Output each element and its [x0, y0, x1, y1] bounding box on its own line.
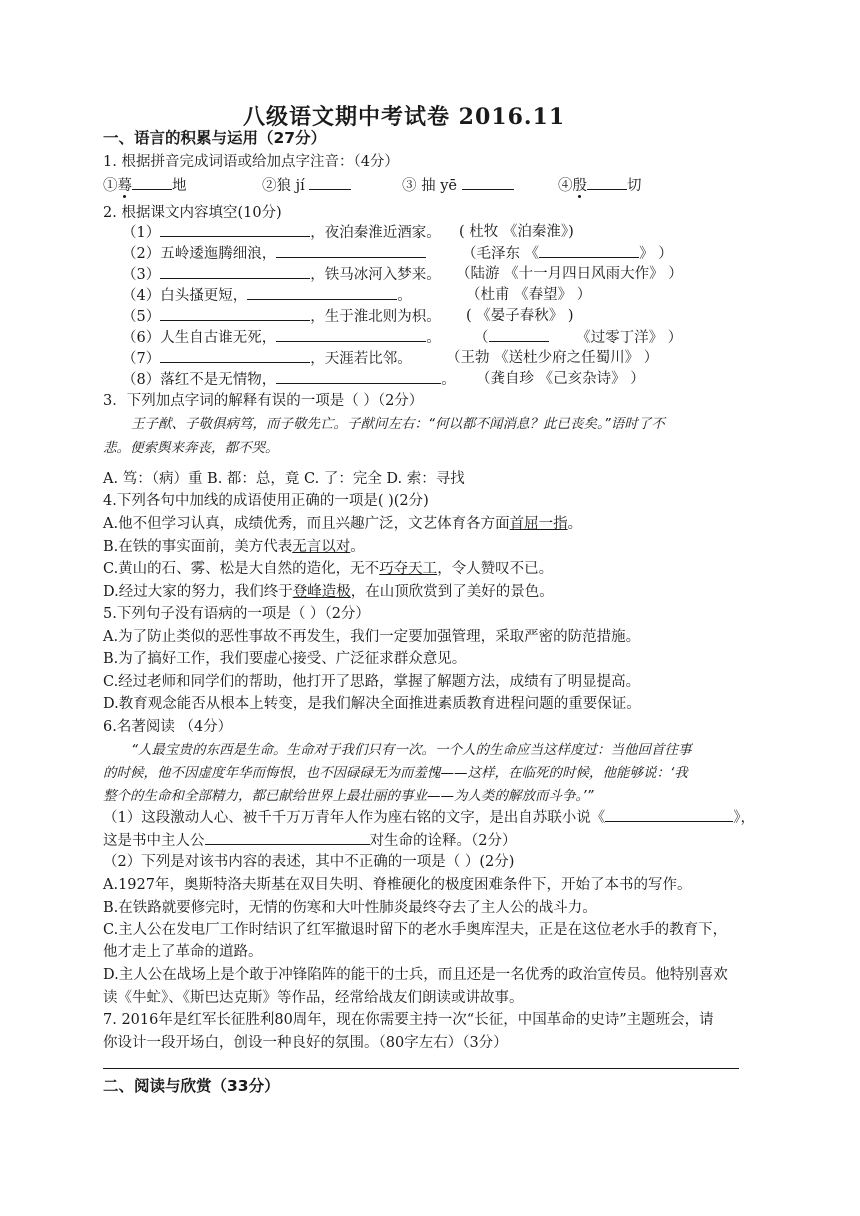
q2-row-1-source: ( 杜牧 《泊秦淮》): [459, 224, 574, 240]
q6-sub2-stem: （2）下列是对该书内容的表述，其中不正确的一项是（ ）(2分): [103, 854, 515, 870]
q6-sub1-line-2: 这是书中主人公 对生命的诠释。（2分）: [103, 830, 516, 851]
q4-option-a: A.他不但学习认真，成绩优秀，而且兴趣广泛，文艺体育各方面首屈一指。: [103, 516, 583, 532]
answer-blank[interactable]: [276, 327, 426, 342]
answer-blank[interactable]: [539, 243, 639, 258]
answer-blank[interactable]: [309, 175, 351, 190]
answer-blank[interactable]: [587, 175, 627, 190]
q2-row-2: （2）五岭逶迤腾细浪，: [122, 243, 426, 264]
exam-title: 八级语文期中考试卷 2016.11: [243, 104, 566, 130]
q3-passage-line-1: 王子猷、子敬俱病笃，而子敬先亡。子猷问左右：“何以都不闻消息？此已丧矣。”语时了不: [131, 416, 665, 432]
dotted-char: 蓦: [117, 178, 132, 194]
answer-blank[interactable]: [132, 175, 172, 190]
answer-blank[interactable]: [160, 306, 310, 321]
q2-row-7: （7） ，天涯若比邻。: [122, 348, 412, 369]
answer-blank[interactable]: [160, 264, 310, 279]
answer-blank[interactable]: [205, 830, 370, 845]
q2-row-7-source: （王勃 《送杜少府之任蜀川》 ）: [446, 350, 659, 366]
q2-row-8-source: （龚自珍 《己亥杂诗》 ）: [476, 371, 645, 387]
q6-quote-line-1: “人最宝贵的东西是生命。生命对于我们只有一次。一个人的生命应当这样度过：当他回首往事: [131, 742, 692, 758]
q3-options: A. 笃：（病）重 B. 都：总，竟 C. 了：完全 D. 索：寻找: [103, 471, 465, 487]
q4-stem: 4.下列各句中加线的成语使用正确的一项是( )(2分): [103, 493, 429, 509]
q1-item-2: ②狼 jí: [262, 175, 351, 196]
answer-blank[interactable]: [247, 285, 397, 300]
q6-option-c-line-2: 他才走上了革命的道路。: [103, 944, 263, 960]
q4-option-d: D.经过大家的努力，我们终于登峰造极，在山顶欣赏到了美好的景色。: [103, 584, 554, 600]
q2-stem: 2. 根据课文内容填空(10分): [103, 205, 282, 221]
answer-blank[interactable]: [462, 175, 514, 190]
answer-blank[interactable]: [276, 243, 426, 258]
underlined-idiom: 登峰造极: [292, 584, 351, 600]
section-1-heading: 一、语言的积累与运用（27分）: [103, 129, 327, 147]
q2-row-6: （6）人生自古谁无死， 。: [122, 327, 441, 348]
q6-option-d-line-1: D.主人公在战场上是个敢于冲锋陷阵的能干的士兵，而且还是一名优秀的政治宣传员。他特别喜欢: [103, 967, 728, 983]
answer-blank[interactable]: [160, 348, 310, 363]
underlined-idiom: 首屈一指: [509, 516, 568, 532]
q2-row-1: （1） ，夜泊秦淮近酒家。: [122, 222, 441, 243]
q2-row-8: （8）落红不是无情物， 。: [122, 369, 456, 390]
q7-line-1: 7. 2016年是红军长征胜利80周年，现在你需要主持一次“长征，中国革命的史诗”主题班会，请: [103, 1012, 714, 1028]
q1-item-4: ④殷 切: [558, 175, 642, 196]
q2-row-4-source: （杜甫 《春望》 ）: [466, 287, 592, 303]
q2-row-3: （3） ，铁马冰河入梦来。: [122, 264, 441, 285]
answer-blank[interactable]: [605, 807, 733, 822]
q2-row-6-source: （ 《过零丁洋》 ）: [474, 327, 682, 348]
underlined-idiom: 巧夺天工: [379, 561, 438, 577]
answer-blank[interactable]: [160, 222, 310, 237]
underlined-idiom: 无言以对: [292, 539, 351, 555]
q6-quote-line-3: 整个的生命和全部精力，都已献给世界上最壮丽的事业——为人类的解放而斗争。’”: [103, 788, 594, 804]
q5-option-a: A.为了防止类似的恶性事故不再发生，我们一定要加强管理，采取严密的防范措施。: [103, 629, 641, 645]
q3-stem: 3．下列加点字词的解释有误的一项是（ ）（2分）: [103, 393, 424, 409]
q1-item-3: ③ 抽 yē: [402, 175, 514, 196]
q1-stem: 1. 根据拼音完成词语或给加点字注音：（4分）: [103, 154, 399, 170]
q5-option-d: D.教育观念能否从根本上转变，是我们解决全面推进素质教育进程问题的重要保证。: [103, 696, 641, 712]
q5-option-c: C.经过老师和同学们的帮助，他打开了思路，掌握了解题方法，成绩有了明显提高。: [103, 674, 641, 690]
dotted-char: 殷: [572, 178, 587, 194]
q3-passage-line-2: 悲。便索舆来奔丧，都不哭。: [103, 440, 279, 456]
q4-option-b: B.在铁的事实面前，美方代表无言以对。: [103, 539, 365, 555]
q6-option-c-line-1: C.主人公在发电厂工作时结识了红军撤退时留下的老水手奥库涅夫，正是在这位老水手的教育下，: [103, 922, 728, 938]
q5-option-b: B.为了搞好工作，我们要虚心接受、广泛征求群众意见。: [103, 651, 467, 667]
q6-stem: 6.名著阅读 （4分）: [103, 719, 233, 735]
q2-row-5: （5） ，生于淮北则为枳。: [122, 306, 441, 327]
q4-option-c: C.黄山的石、雾、松是大自然的造化，无不巧夺天工，令人赞叹不已。: [103, 561, 554, 577]
q7-line-2: 你设计一段开场白，创设一种良好的氛围。（80字左右）（3分）: [103, 1035, 508, 1051]
section-2-heading: 二、阅读与欣赏（33分）: [103, 1077, 280, 1095]
answer-blank[interactable]: [489, 327, 549, 342]
answer-blank[interactable]: [276, 369, 441, 384]
q5-stem: 5.下列句子没有语病的一项是（ ）（2分）: [103, 606, 370, 622]
divider-line: [103, 1068, 739, 1069]
q2-row-3-source: （陆游 《十一月四日风雨大作》 ）: [456, 266, 683, 282]
q6-quote-line-2: 的时候，他不因虚度年华而悔恨，也不因碌碌无为而羞愧——这样，在临死的时候，他能够说：‘我: [103, 765, 688, 781]
q2-row-5-source: ( 《晏子春秋》 ): [466, 308, 574, 324]
q2-row-2-source: （毛泽东 《 》 ）: [462, 243, 673, 264]
q6-option-a: A.1927年，奥斯特洛夫斯基在双目失明、脊椎硬化的极度困难条件下，开始了本书的写作。: [103, 877, 692, 893]
q6-option-b: B.在铁路就要修完时，无情的伤寒和大叶性肺炎最终夺去了主人公的战斗力。: [103, 900, 597, 916]
q1-item-1: ①蓦 地: [103, 175, 187, 196]
q2-row-4: （4）白头搔更短， 。: [122, 285, 412, 306]
q6-option-d-line-2: 读《牛虻》、《斯巴达克斯》等作品，经常给战友们朗读或讲故事。: [103, 990, 524, 1006]
q6-sub1-line-1: （1）这段激动人心、被千千万万青年人作为座右铭的文字，是出自苏联小说《 》，: [103, 807, 755, 828]
